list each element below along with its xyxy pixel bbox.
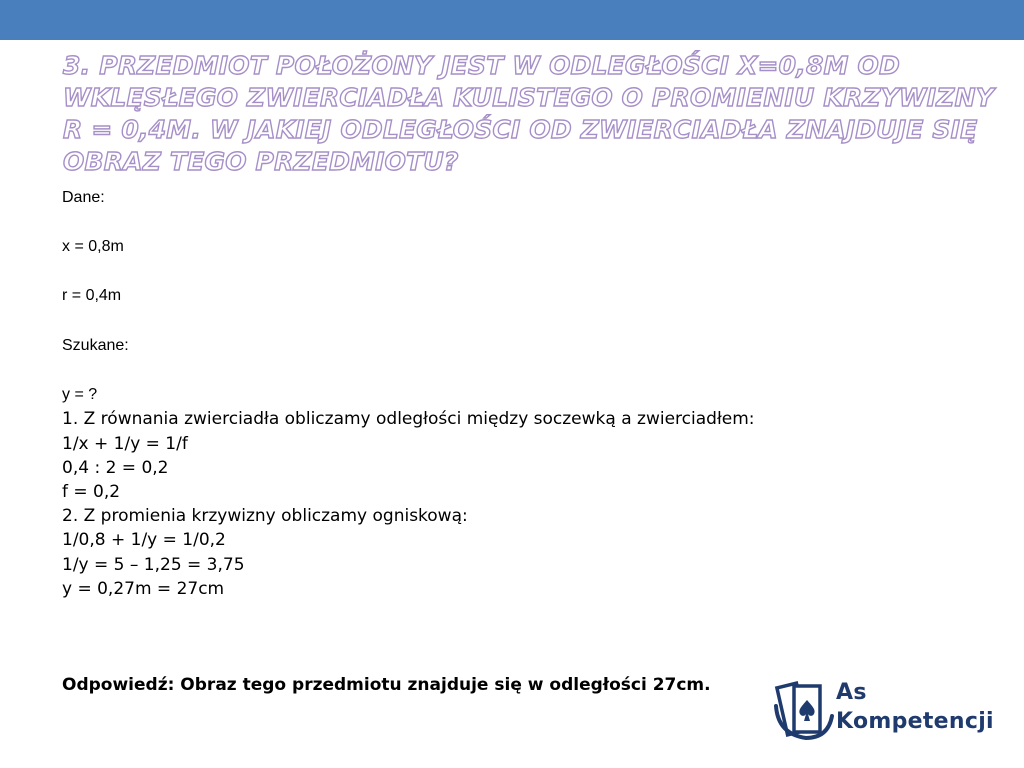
blank-line — [62, 309, 962, 334]
as-kompetencji-logo — [770, 676, 1000, 746]
step-line: 1. Z równania zwierciadła obliczamy odległości między soczewką a zwierciadłem: — [62, 409, 755, 430]
slide-content — [62, 186, 962, 601]
step-line: 2. Z promienia krzywizny obliczamy ogniskową: — [62, 506, 468, 527]
step-line: f = 0,2 — [62, 481, 121, 502]
blank-line — [62, 211, 962, 236]
spade-card-icon — [770, 676, 834, 742]
sought-y: y = ? — [62, 385, 98, 403]
step-line: y = 0,27m = 27cm — [62, 578, 225, 599]
sought-label: Szukane: — [62, 336, 129, 354]
top-bar — [0, 0, 1024, 40]
step-line: 1/0,8 + 1/y = 1/0,2 — [62, 530, 226, 551]
given-label: Dane: — [62, 189, 105, 206]
given-x: x = 0,8m — [62, 238, 124, 256]
blank-line — [62, 358, 962, 383]
logo-text — [836, 678, 994, 736]
step-line: 1/y = 5 – 1,25 = 3,75 — [62, 554, 245, 575]
logo-line-1: As — [836, 680, 867, 705]
step-line: 0,4 : 2 = 0,2 — [62, 457, 169, 478]
logo-line-2: Kompetencji — [836, 709, 994, 734]
blank-line — [62, 260, 962, 285]
answer-text: Odpowiedź: Obraz tego przedmiotu znajduje się w odległości 27cm. — [62, 675, 711, 695]
given-r: r = 0,4m — [62, 287, 122, 305]
slide-title: 3. PRZEDMIOT POŁOŻONY JEST W ODLEGŁOŚCI X=0,8M OD WKLĘSŁEGO ZWIERCIADŁA KULISTEGO O PROMIENIU KRZYWIZNY R = 0,4M. W JAKIEJ ODLEGŁOŚCI OD ZWIERCIADŁA ZNAJDUJE SIĘ OBRAZ TEGO PRZEDMIOTU? — [63, 51, 995, 176]
step-line: 1/x + 1/y = 1/f — [62, 433, 188, 454]
